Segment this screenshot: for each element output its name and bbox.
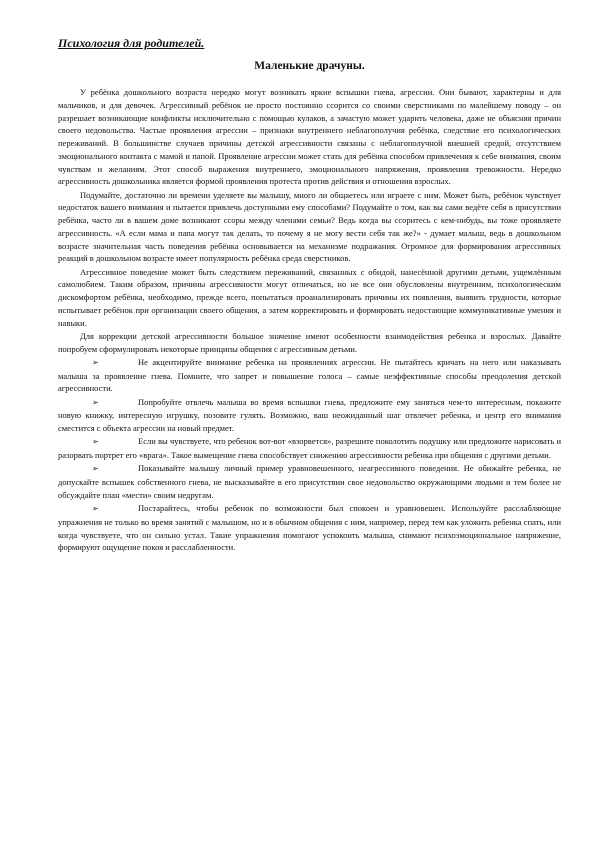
arrow-bullet-icon: ➢ [92, 464, 99, 474]
arrow-bullet-icon: ➢ [92, 397, 99, 407]
bullet-item [58, 356, 561, 395]
bullet-text: Попробуйте отвлечь малыша во время вспышки гнева, предложите ему заняться чем-то интересным, покажите новую книжку, интересную игрушку, позовите гулять. Возможно, ваш неожиданный шаг отвлечет ребенка, и центр его внимания сместится с объекта агрессии на новый предмет. [58, 396, 561, 433]
arrow-bullet-icon: ➢ [92, 437, 99, 447]
bullet-item [58, 502, 561, 554]
paragraph: Агрессивное поведение может быть следствием переживаний, связанных с обидой, нанесённой другими детьми, ущемлённым самолюбием. Таким образом, причины агрессивности могут отличаться, но не все они обусловлены внутренним, психологическим дискомфортом ребёнка, необходимо, прежде всего, попытаться проанализировать причины их появления, выявить трудности, которые испытывает ребёнок при организации своего общения, а затем корректировать и формировать недостающие коммуникативные умения и навыки. [58, 266, 561, 328]
bullet-text: Показывайте малышу личный пример уравновешенного, неагрессивного поведения. Не обижайте ребенка, не допускайте вспышек собственного гнева, не высказывайте в его присутствии свое недовольство окружающими людьми и тем более не обсуждайте план «мести» своим недругам. [58, 463, 561, 500]
bullet-item [58, 462, 561, 501]
bullet-item [58, 435, 561, 462]
article-title: Маленькие драчуны. [254, 60, 365, 72]
arrow-bullet-icon: ➢ [92, 504, 99, 513]
bullet-item [58, 396, 561, 435]
paragraph: Подумайте, достаточно ли времени уделяете вы малышу, много ли общаетесь или играете с ним. Может быть, ребёнок чувствует недостаток вашего внимания и пытается привлечь доступными ему способами? Подумайте о том, как вы сами ведёте себя в присутствии ребёнка, часто ли в вашем доме возникают ссоры между членами семьи? Ведь когда вы ссоритесь с кем-нибудь, вы тоже проявляете агрессивность. «А если мама и папа могут так делать, то почему я не могу вести себя так же?» - думает малыш, ведь в дошкольном возрасте значительная часть поведения ребёнка основывается на механизме подражания. Огромное для формирования агрессивных реакций в дошкольном возрасте имеет популярность ребёнка среда сверстников. [58, 189, 561, 264]
bullet-text: Если вы чувствуете, что ребенок вот-вот «взорвется», разрешите поколотить подушку или предложите нарисовать и разорвать портрет его «врага». Такое вымещение гнева способствует снижению агрессивности ребенка при общения с другими детьми. [58, 436, 561, 460]
paragraph: Для коррекции детской агрессивности большое значение имеют особенности взаимодействия ребенка и взрослых. Давайте попробуем сформулировать некоторые принципы общения с агрессивным детьми. [58, 330, 561, 354]
arrow-bullet-icon: ➢ [92, 357, 99, 367]
bullet-text: Постарайтесь, чтобы ребенок по возможности был спокоен и уравновешен. Используйте расслабляющие упражнения не только во время занятий с малышом, но и в обычном общения с ним, например, перед тем как уложить ребенка спать, или когда чувствуете, что он сильно устал. Такие упражнения помогают успокоить малыша, снимают психоэмоциональное напряжение, формируют ощущение покоя и расслабленности. [58, 503, 561, 553]
paragraph: У ребёнка дошкольного возраста нередко могут возникать яркие вспышки гнева, агрессии. Они бывают, характерны и для мальчиков, и для девочек. Агрессивный ребёнок не просто постоянно ссорится со своими сверстниками по малейшему поводу – он разрешает возникающие конфликты исключительно с помощью кулаков, а зачастую может ударить человека, даже не объясняя причин своего недовольства. Частые проявления агрессии – признаки внутреннего неблагополучия ребёнка, следствие его психологических переживаний. В большинстве случаев причины детской агрессивности связаны с неблагополучной внешней средой, отсутствием эмоционального контакта с мамой и папой. Проявление агрессии может стать для ребёнка способом привлечения к себе внимания, своим чувствам и желаниям. Этот способ выражения внутреннего, эмоционального напряжения, проявления тревожности. Нередко агрессивность дошкольника является формой проявления протеста против действия и отношения взрослых. [58, 87, 561, 187]
section-heading: Психология для родителей. [58, 36, 205, 50]
bullet-text: Не акцентируйте внимание ребенка на проявлениях агрессии. Не пытайтесь кричать на него или наказывать малыша за проявление гнева. Помните, что запрет и повышение голоса – самые неэффективные способы преодоления детской агрессивности. [58, 356, 561, 394]
